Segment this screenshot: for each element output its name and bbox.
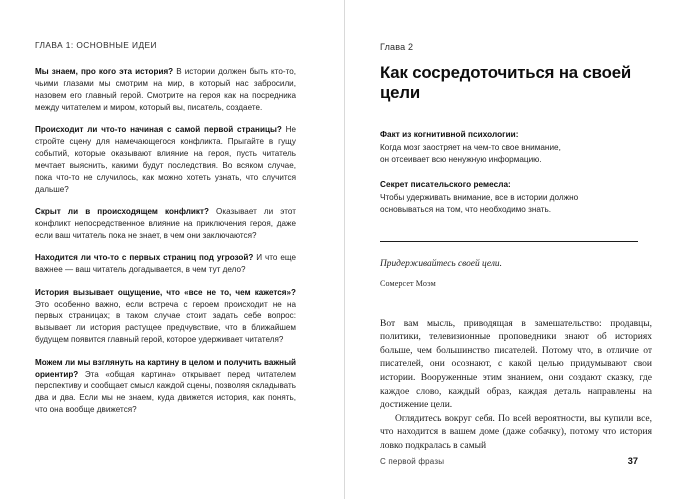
left-page-text-column [35,40,296,416]
chapter-number-label: Глава 2 [380,42,414,52]
left-page [0,0,344,499]
chapter-title: Как сосредоточиться на своей цели [380,63,632,102]
qa-question: Находится ли что-то с первых страниц под угрозой? [35,253,254,263]
body-paragraph: Оглядитесь вокруг себя. По всей вероятности, вы купили все, что находится в вашем доме (даже собачку), потому что история ловко подкралась в самый [380,413,652,451]
qa-item [35,206,296,242]
qa-answer: Это особенно важно, если встреча с героем происходит не на первых страницах; в таком случае стоит задать себе вопрос: вызывает ли история растущее предчувствие, что в ближайшем будущем появится главный герой, которое удерживает читателя? [35,299,296,345]
qa-question: Происходит ли что-то начиная с самой первой страницы? [35,125,282,135]
qa-answer: В истории должен быть кто-то, чьими глазами мы смотрим на мир, в который нас забросили, назовем его главный герой. Смотрите на героя как на посредника между читателем и миром, который вы, писатель, создаете. [35,67,296,112]
qa-answer: Эта «общая картина» открывает перед читателем перспективу и сообщает смысл каждой сцены, позволяя складывать два и два. Если мы не знаем, куда движется история, как понять, что она вообще движется? [35,369,296,415]
callout-label: Факт из когнитивной психологии: [380,130,519,139]
qa-item [35,252,296,276]
right-page [345,0,689,499]
right-page-text-column [380,42,652,454]
qa-item [35,124,296,195]
callout-writing-secret [380,179,652,216]
qa-item [35,66,296,114]
page-footer [380,456,638,466]
callout-line: он отсеивает всю ненужную информацию. [380,155,542,165]
footer-page-number: 37 [627,456,638,466]
qa-question: Мы знаем, про кого эта история? [35,67,174,76]
callout-line: основываться на том, что необходимо знать. [380,205,552,215]
footer-book-title: С первой фразы [380,457,445,466]
epigraph-divider-rule [380,241,638,242]
body-paragraph: Вот вам мысль, приводящая в замешательство: продавцы, политики, телевизионные проповедники знают об историях больше, чем большинство писателей. Потому что, в отличие от писателей, они осознают, с какой целью придумывают свои истории. Вооруженные этим знанием, они создают сказку, где каждое слово, каждый образ, каждая деталь направлены на достижение цели. [380,318,652,411]
qa-answer: Оказывает ли этот конфликт непосредственное влияние на приключения героя, даже если ваш читатель пока не знает, в чем они заключаются? [35,207,296,240]
epigraph-quote: Придерживайтесь своей цели. [380,258,502,269]
callout-cognitive-fact [380,129,652,166]
qa-question: История вызывает ощущение, что «все не то, чем кажется»? [35,287,296,297]
qa-answer: Не стройте сцену для намечающегося конфликта. Прыгайте в гущу событий, которые оказывают влияние на героя, пусть читатель мечтает выяснить, какими будут последствия. Во всяком случае, пока что-то не случилось, как можно хотеть узнать, что случится дальше? [35,125,297,194]
callout-label: Секрет писательского ремесла: [380,180,511,190]
qa-item [35,287,296,347]
epigraph-attribution: Сомерсет Моэм [380,278,436,288]
callout-line: Когда мозг заостряет на чем-то свое внимание, [380,143,561,153]
callout-line: Чтобы удерживать внимание, все в истории должно [380,193,579,203]
qa-item [35,357,296,417]
qa-question: Можем ли мы взглянуть на картину в целом и получить важный ориентир? [35,357,296,379]
qa-question: Скрыт ли в происходящем конфликт? [35,207,209,217]
running-head: ГЛАВА 1: ОСНОВНЫЕ ИДЕИ [35,40,157,50]
qa-answer: И что еще важнее — ваш читатель догадывается, в чем тут дело? [35,253,296,275]
